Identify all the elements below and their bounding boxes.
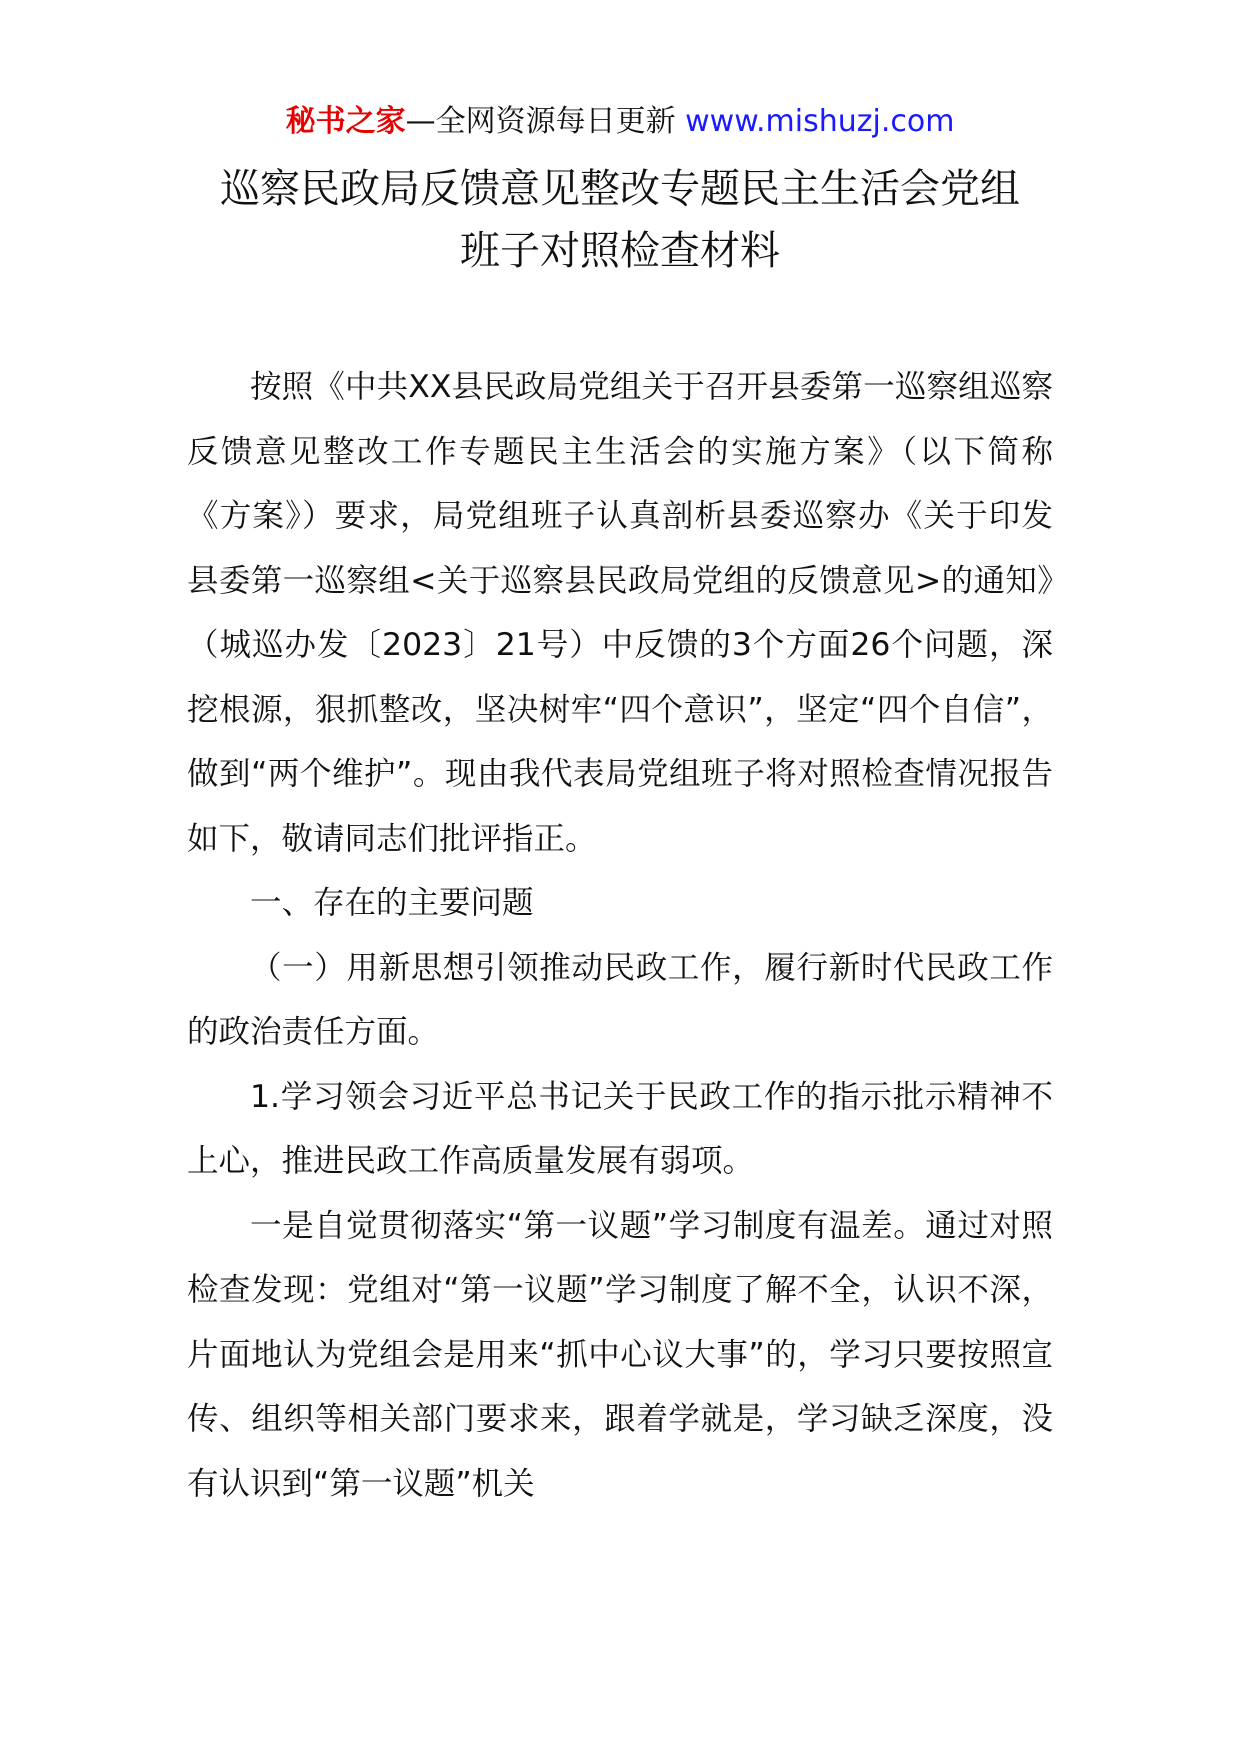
document-body xyxy=(187,355,1053,1516)
subsection-heading-1: （一）用新思想引领推动民政工作，履行新时代民政工作的政治责任方面。 xyxy=(187,949,1053,1050)
title-line-1: 巡察民政局反馈意见整改专题民主生活会党组 xyxy=(220,166,1020,212)
brand-name: 秘书之家 xyxy=(285,104,406,139)
intro-paragraph: 按照《中共XX县民政局党组关于召开县委第一巡察组巡察反馈意见整改工作专题民主生活会的实施方案》（以下简称《方案》）要求，局党组班子认真剖析县委巡察办《关于印发县委第一巡察组<关于巡察县民政局党组的反馈意见>的通知》（城巡办发〔2023〕21号）中反馈的3个方面26个问题，深挖根源，狠抓整改，坚决树牢“四个意识”，坚定“四个自信”，做到“两个维护”。现由我代表局党组班子将对照检查情况报告如下，敬请同志们批评指正。 xyxy=(187,369,1053,857)
document-title xyxy=(0,158,1240,282)
header-tagline: —全网资源每日更新 xyxy=(405,104,686,139)
section-heading-1: 一、存在的主要问题 xyxy=(250,885,534,921)
detail-paragraph-1: 一是自觉贯彻落实“第一议题”学习制度有温差。通过对照检查发现：党组对“第一议题”学习制度了解不全，认识不深，片面地认为党组会是用来“抓中心议大事”的，学习只要按照宣传、组织等相关部门要求来，跟着学就是，学习缺乏深度，没有认识到“第一议题”机关 xyxy=(187,1207,1053,1502)
site-url-link[interactable]: www.mishuzj.com xyxy=(685,104,955,139)
item-paragraph-1: 1.学习领会习近平总书记关于民政工作的指示批示精神不上心，推进民政工作高质量发展有弱项。 xyxy=(187,1078,1053,1179)
title-line-2: 班子对照检查材料 xyxy=(460,228,780,274)
site-header xyxy=(0,100,1240,144)
